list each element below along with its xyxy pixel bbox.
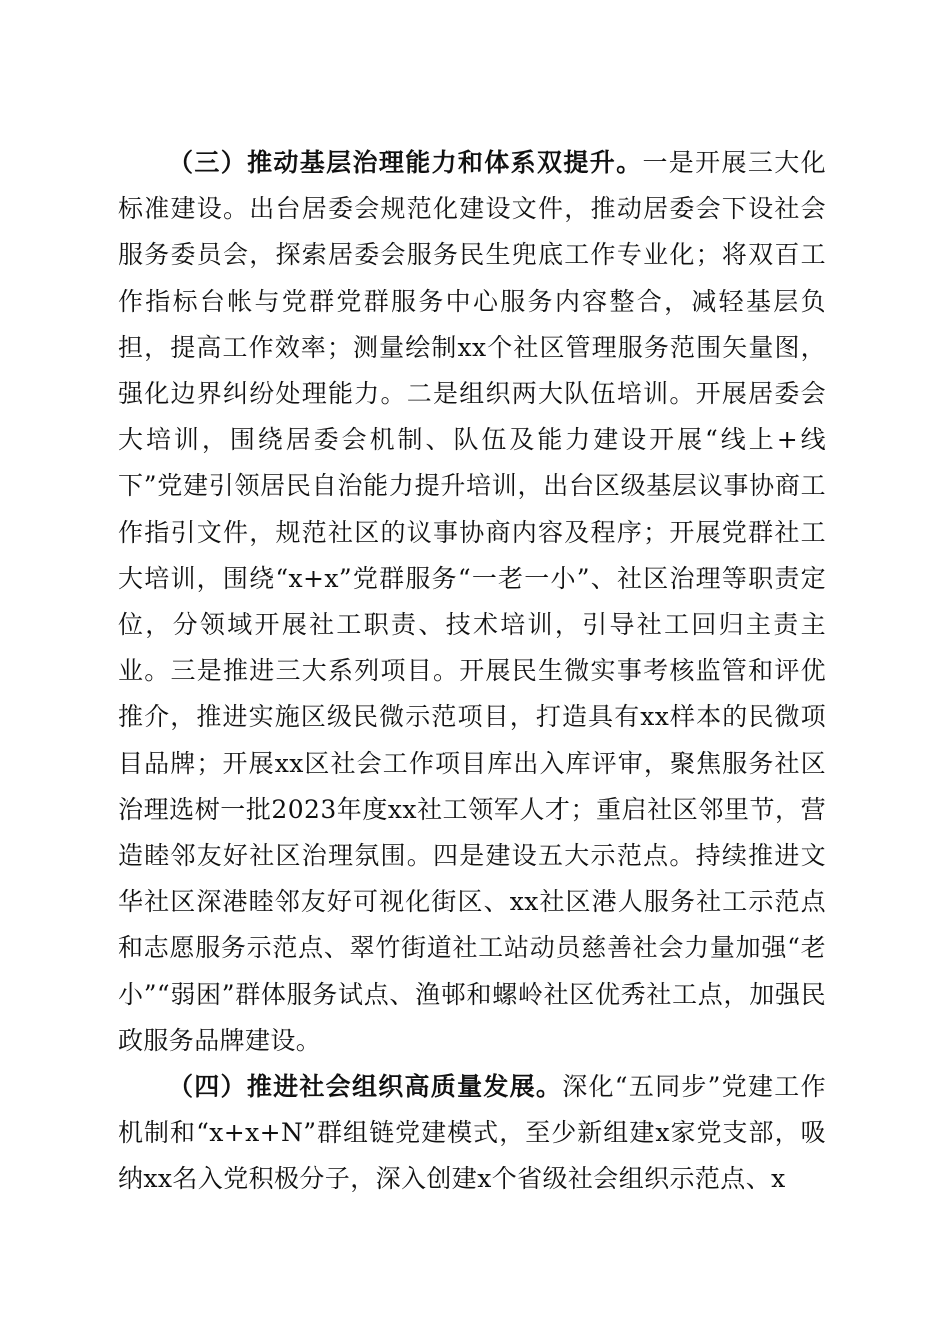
- paragraph-section-3: [118, 140, 826, 1064]
- section-3-heading: （三）推动基层治理能力和体系双提升。: [168, 148, 643, 177]
- section-4-heading: （四）推进社会组织高质量发展。: [168, 1072, 563, 1102]
- paragraph-section-4: [118, 1064, 826, 1203]
- document-body: [118, 140, 826, 1203]
- section-3-body: 一是开展三大化标准建设。出台居委会规范化建设文件，推动居委会下设社会服务委员会，探索居委会服务民生兜底工作专业化；将双百工作指标台帐与党群党群服务中心服务内容整合，减轻基层负担，提高工作效率；测量绘制xx个社区管理服务范围矢量图，强化边界纠纷处理能力。二是组织两大队伍培训。开展居委会大培训，围绕居委会机制、队伍及能力建设开展“线上+线下”党建引领居民自治能力提升培训，出台区级基层议事协商工作指引文件，规范社区的议事协商内容及程序；开展党群社工大培训，围绕“x+x”党群服务“一老一小”、社区治理等职责定位，分领域开展社工职责、技术培训，引导社工回归主责主业。三是推进三大系列项目。开展民生微实事考核监管和评优推介，推进实施区级民微示范项目，打造具有xx样本的民微项目品牌；开展xx区社会工作项目库出入库评审，聚焦服务社区治理选树一批2023年度xx社工领军人才；重启社区邻里节，营造睦邻友好社区治理氛围。四是建设五大示范点。持续推进文华社区深港睦邻友好可视化街区、xx社区港人服务社工示范点和志愿服务示范点、翠竹街道社工站动员慈善社会力量加强“老小”“弱困”群体服务试点、渔邨和螺岭社区优秀社工点，加强民政服务品牌建设。: [118, 148, 826, 1055]
- section-4-body: 深化“五同步”党建工作机制和“x+x+N”群组链党建模式，至少新组建x家党支部，吸纳xx名入党积极分子，深入创建x个省级社会组织示范点、x: [118, 1072, 826, 1194]
